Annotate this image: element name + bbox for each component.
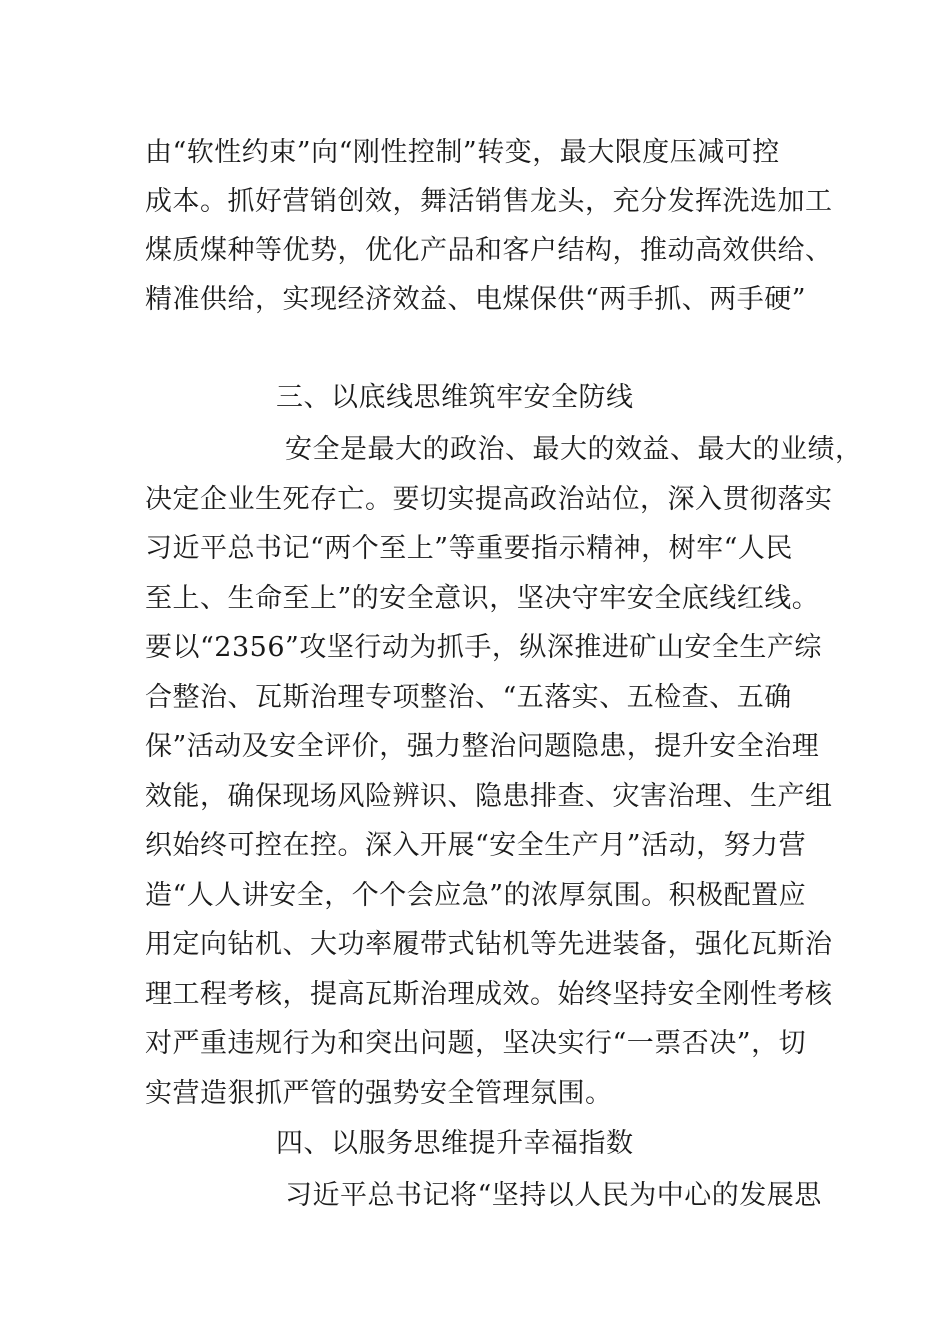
body-text-line: 对严重违规行为和突出问题，坚决实行“一票否决”，切 — [145, 1028, 807, 1059]
body-text-line: 煤质煤种等优势，优化产品和客户结构，推动高效供给、 — [145, 235, 833, 266]
body-text-line: 习近平总书记“两个至上”等重要指示精神，树牢“人民 — [145, 533, 793, 564]
body-text-line: 效能，确保现场风险辨识、隐患排查、灾害治理、生产组 — [145, 781, 833, 812]
section-heading-3: 三、以底线思维筑牢安全防线 — [276, 382, 634, 413]
body-text-line: 由“软性约束”向“刚性控制”转变，最大限度压减可控 — [145, 137, 780, 168]
body-text-line: 保”活动及安全评价，强力整治问题隐患，提升安全治理 — [145, 731, 820, 762]
body-text-line: 决定企业生死存亡。要切实提高政治站位，深入贯彻落实 — [145, 484, 833, 515]
body-text-line: 用定向钻机、大功率履带式钻机等先进装备，强化瓦斯治 — [145, 929, 833, 960]
body-text-line: 实营造狠抓严管的强势安全管理氛围。 — [145, 1078, 613, 1109]
body-text-line: 成本。抓好营销创效，舞活销售龙头，充分发挥洗选加工 — [145, 186, 833, 217]
body-text-line: 习近平总书记将“坚持以人民为中心的发展思 — [285, 1180, 822, 1211]
body-text-line: 要以“2356”攻坚行动为抓手，纵深推进矿山安全生产综 — [145, 632, 822, 663]
body-text-line: 精准供给，实现经济效益、电煤保供“两手抓、两手硬” — [145, 284, 807, 315]
body-text-line: 至上、生命至上”的安全意识，坚决守牢安全底线红线。 — [145, 583, 820, 614]
body-text-line: 造“人人讲安全，个个会应急”的浓厚氛围。积极配置应 — [145, 880, 807, 911]
body-text-line: 织始终可控在控。深入开展“安全生产月”活动，努力营 — [145, 830, 807, 861]
body-text-line: 安全是最大的政治、最大的效益、最大的业绩， — [285, 434, 863, 465]
body-text-line: 合整治、瓦斯治理专项整治、“五落实、五检查、五确 — [145, 682, 792, 713]
section-heading-4: 四、以服务思维提升幸福指数 — [276, 1128, 634, 1159]
body-text-line: 理工程考核，提高瓦斯治理成效。始终坚持安全刚性考核 — [145, 979, 833, 1010]
